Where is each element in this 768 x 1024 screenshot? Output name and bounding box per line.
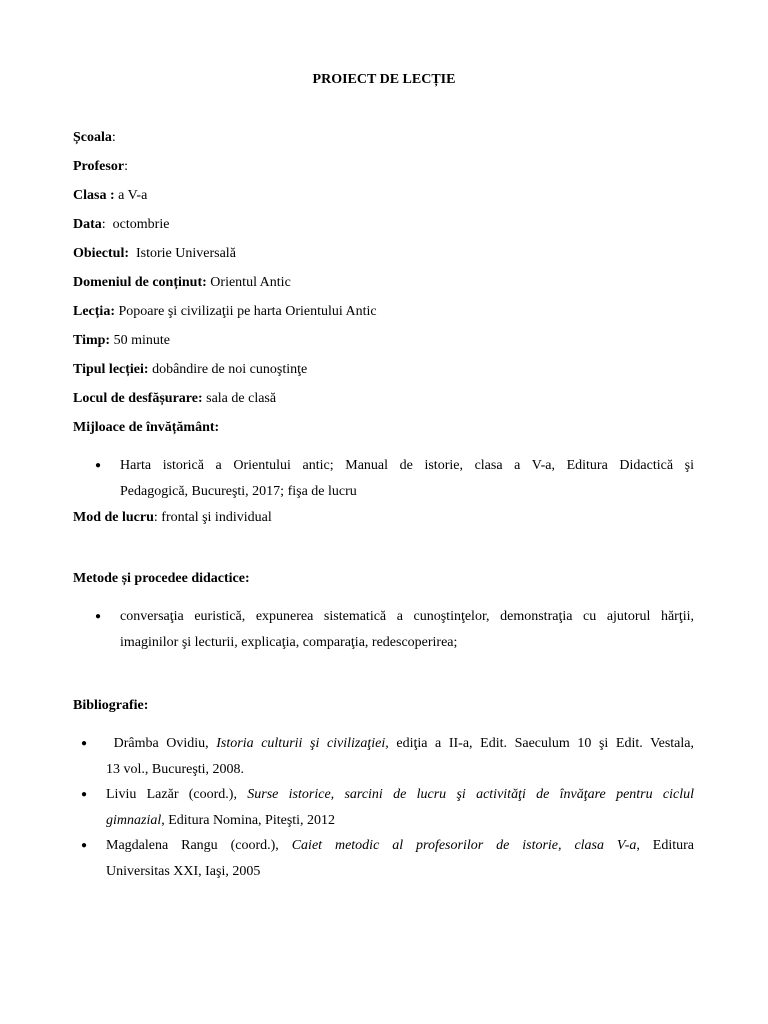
field-scoala [73, 129, 116, 147]
list-item-line [106, 731, 694, 757]
field-value: dobândire de noi cunoştinţe [152, 362, 308, 377]
bibliografie-heading: Bibliografie: [73, 698, 149, 713]
list-item [106, 782, 694, 834]
field-label: Mijloace de învățământ: [73, 420, 220, 435]
author-text: Magdalena Rangu (coord.), [106, 838, 292, 853]
bullet-icon: ● [95, 611, 102, 622]
book-title: Istoria culturii şi civilizaţiei [216, 736, 386, 751]
list-item-line: imaginilor şi lecturii, explicaţia, comparaţia, redescoperirea; [120, 635, 458, 650]
bibliografie-item-1 [81, 731, 694, 783]
list-item-line [106, 833, 694, 859]
book-title: Surse istorice, sarcini de lucru şi activităţi de învăţare pentru ciclul [247, 787, 695, 802]
metode-heading: Metode și procedee didactice: [73, 571, 250, 586]
field-clasa [73, 187, 147, 205]
field-profesor [73, 158, 128, 176]
field-label: Obiectul: [73, 246, 129, 261]
field-tipul-lectiei [73, 361, 307, 379]
field-locul [73, 390, 276, 408]
bullet-icon: ● [95, 460, 102, 471]
field-value: frontal şi individual [161, 510, 272, 525]
field-data [73, 216, 169, 234]
field-sep [129, 246, 136, 261]
field-label: Lecția: [73, 304, 115, 319]
publication-info: , Editura [636, 838, 694, 853]
bullet-icon: ● [81, 840, 88, 851]
list-item-line: conversaţia euristică, expunerea sistematică a cunoştinţelor, demonstraţia cu ajutorul hărţii, [120, 609, 694, 624]
field-label: Locul de desfășurare: [73, 391, 203, 406]
list-item [106, 833, 694, 885]
field-value: Popoare şi civilizaţii pe harta Orientului Antic [118, 304, 377, 319]
field-label: Clasa : [73, 188, 115, 203]
publication-info: , ediţia a II-a, Edit. Saeculum 10 şi Edit. Vestala, [385, 736, 694, 751]
field-label: Domeniul de conținut: [73, 275, 207, 290]
field-value: 50 minute [113, 333, 170, 348]
metode-list [73, 604, 694, 656]
author-text: Liviu Lazăr (coord.), [106, 787, 248, 802]
book-title: Caiet metodic al profesorilor de istorie, clasa V-a [291, 838, 637, 853]
field-value: Orientul Antic [210, 275, 291, 290]
field-obiectul [73, 245, 236, 263]
list-item-line [106, 808, 694, 834]
field-mod-de-lucru [73, 509, 272, 527]
bibliografie-item-3 [81, 833, 694, 885]
bibliografie-item-2 [81, 782, 694, 834]
list-item [120, 453, 694, 505]
field-label: Data [73, 217, 102, 232]
list-item-line: Pedagogică, Bucureşti, 2017; fişa de lucru [120, 484, 357, 499]
field-label: Mod de lucru [73, 510, 154, 525]
bullet-icon: ● [81, 789, 88, 800]
publication-info: , Editura Nomina, Piteşti, 2012 [161, 813, 336, 828]
list-item [120, 604, 694, 656]
list-item-line [106, 782, 694, 808]
field-value: a V-a [118, 188, 148, 203]
field-sep: : [124, 159, 128, 174]
bullet-icon: ● [81, 738, 88, 749]
field-mijloace [73, 419, 219, 437]
field-lectia [73, 303, 377, 321]
author-text: Drâmba Ovidiu, [106, 736, 217, 751]
field-label: Profesor [73, 159, 125, 174]
field-timp [73, 332, 170, 350]
book-title: gimnazial [106, 813, 162, 828]
list-item-line: Universitas XXI, Iaşi, 2005 [106, 864, 261, 879]
field-domeniul [73, 274, 291, 292]
field-sep: : [101, 217, 113, 232]
field-value: sala de clasă [206, 391, 277, 406]
document-title: PROIECT DE LECȚIE [312, 72, 456, 87]
field-value: octombrie [112, 217, 170, 232]
field-label: Tipul lecției: [73, 362, 149, 377]
mijloace-list [73, 453, 694, 505]
field-sep: : [111, 130, 116, 145]
list-item-line: 13 vol., Bucureşti, 2008. [106, 762, 245, 777]
field-label: Timp: [73, 333, 111, 348]
list-item-line: Harta istorică a Orientului antic; Manual de istorie, clasa a V-a, Editura Didactică şi [120, 458, 694, 473]
field-sep: : [153, 510, 162, 525]
field-label: Școala [73, 130, 112, 145]
field-value: Istorie Universală [136, 246, 236, 261]
list-item [106, 731, 694, 783]
